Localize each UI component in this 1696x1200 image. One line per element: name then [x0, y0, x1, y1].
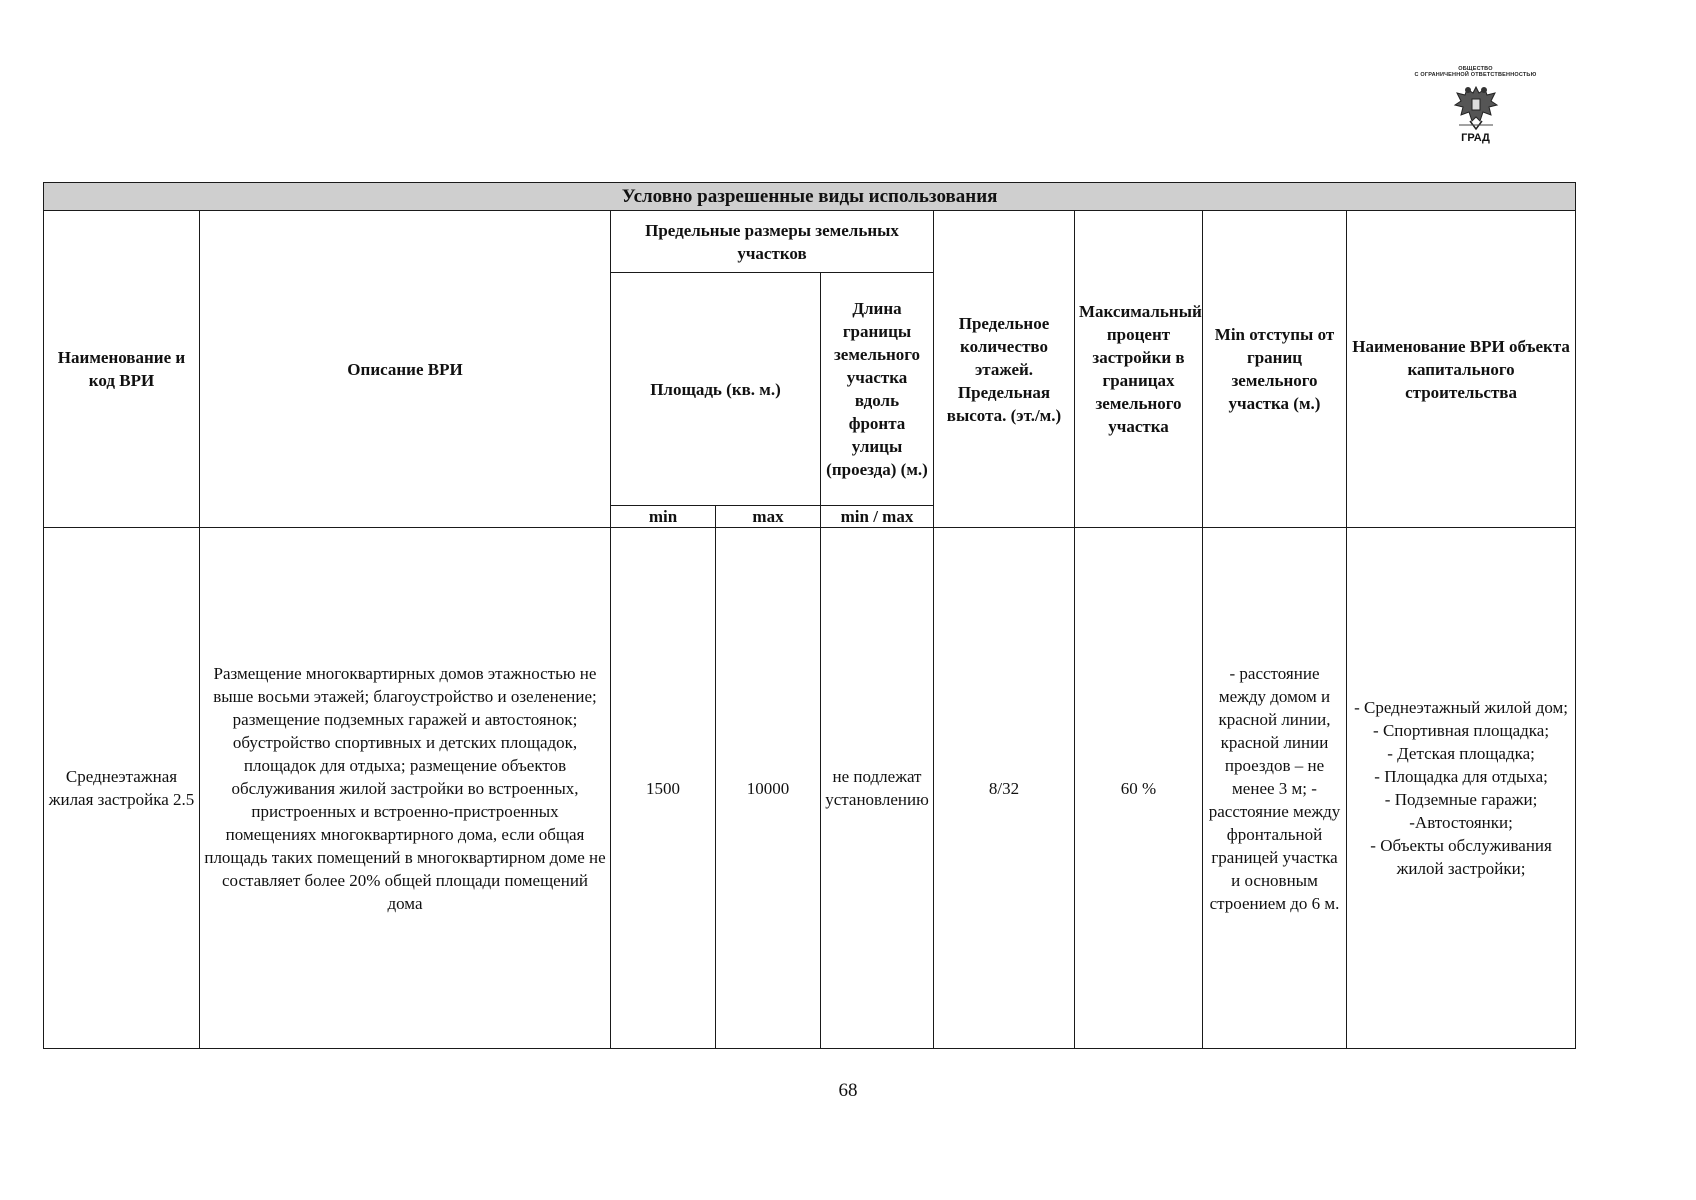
cell-min-setbacks: - расстояние между домом и красной линии, красной линии проездов – не менее 3 м; - расстояние между фронтальной границей участка и основным строением до 6 м. — [1203, 528, 1347, 1049]
capital-object-item: - Площадка для отдыха; — [1374, 767, 1548, 786]
cell-max-percent: 60 % — [1075, 528, 1203, 1049]
header-min-setbacks: Min отступы от границ земельного участка (м.) — [1203, 211, 1347, 528]
header-area: Площадь (кв. м.) — [611, 273, 821, 506]
header-description: Описание ВРИ — [200, 211, 611, 528]
logo-caption-line2: С ОГРАНИЧЕННОЙ ОТВЕТСТВЕННОСТЬЮ — [1414, 72, 1537, 78]
header-floors-height: Предельное количество этажей. Предельная высота. (эт./м.) — [934, 211, 1075, 528]
logo-name: ГРАД — [1461, 132, 1490, 144]
capital-object-item: -Автостоянки; — [1409, 813, 1513, 832]
capital-object-item: - Спортивная площадка; — [1373, 721, 1550, 740]
double-headed-eagle-emblem-icon — [1453, 81, 1499, 131]
capital-object-item: - Детская площадка; — [1387, 744, 1535, 763]
header-area-min: min — [611, 506, 716, 528]
permitted-use-table — [43, 182, 1576, 1049]
cell-frontage: не подлежат установлению — [821, 528, 934, 1049]
header-frontage: Длина границы земельного участка вдоль фронта улицы (проезда) (м.) — [821, 273, 934, 506]
table-row — [44, 528, 1576, 1049]
header-name-code: Наименование и код ВРИ — [44, 211, 200, 528]
capital-object-item: - Объекты обслуживания жилой застройки; — [1370, 836, 1552, 878]
cell-area-min: 1500 — [611, 528, 716, 1049]
logo-caption-line1: ОБЩЕСТВО — [1458, 66, 1493, 72]
cell-capital-objects — [1347, 528, 1576, 1049]
company-logo — [1388, 66, 1563, 144]
capital-object-item: - Среднеэтажный жилой дом; — [1354, 698, 1569, 717]
capital-object-item: - Подземные гаражи; — [1384, 790, 1538, 809]
header-frontage-min-max: min / max — [821, 506, 934, 528]
page-number: 68 — [838, 1080, 858, 1101]
header-max-percent: Максимальный процент застройки в границах земельного участка — [1075, 211, 1203, 528]
cell-name-code: Среднеэтажная жилая застройка 2.5 — [44, 528, 200, 1049]
cell-area-max: 10000 — [716, 528, 821, 1049]
header-plot-sizes: Предельные размеры земельных участков — [611, 211, 934, 273]
header-capital-object: Наименование ВРИ объекта капитального строительства — [1347, 211, 1576, 528]
table-title: Условно разрешенные виды использования — [44, 183, 1576, 211]
cell-floors-height: 8/32 — [934, 528, 1075, 1049]
cell-description: Размещение многоквартирных домов этажностью не выше восьми этажей; благоустройство и озеленение; размещение подземных гаражей и автостоянок; обустройство спортивных и детских площадок, площадок для отдыха; размещение объектов обслуживания жилой застройки во встроенных, пристроенных и встроенно-пристроенных помещениях многоквартирного дома, если общая площадь таких помещений в многоквартирном доме не составляет более 20% общей площади помещений дома — [200, 528, 611, 1049]
header-area-max: max — [716, 506, 821, 528]
